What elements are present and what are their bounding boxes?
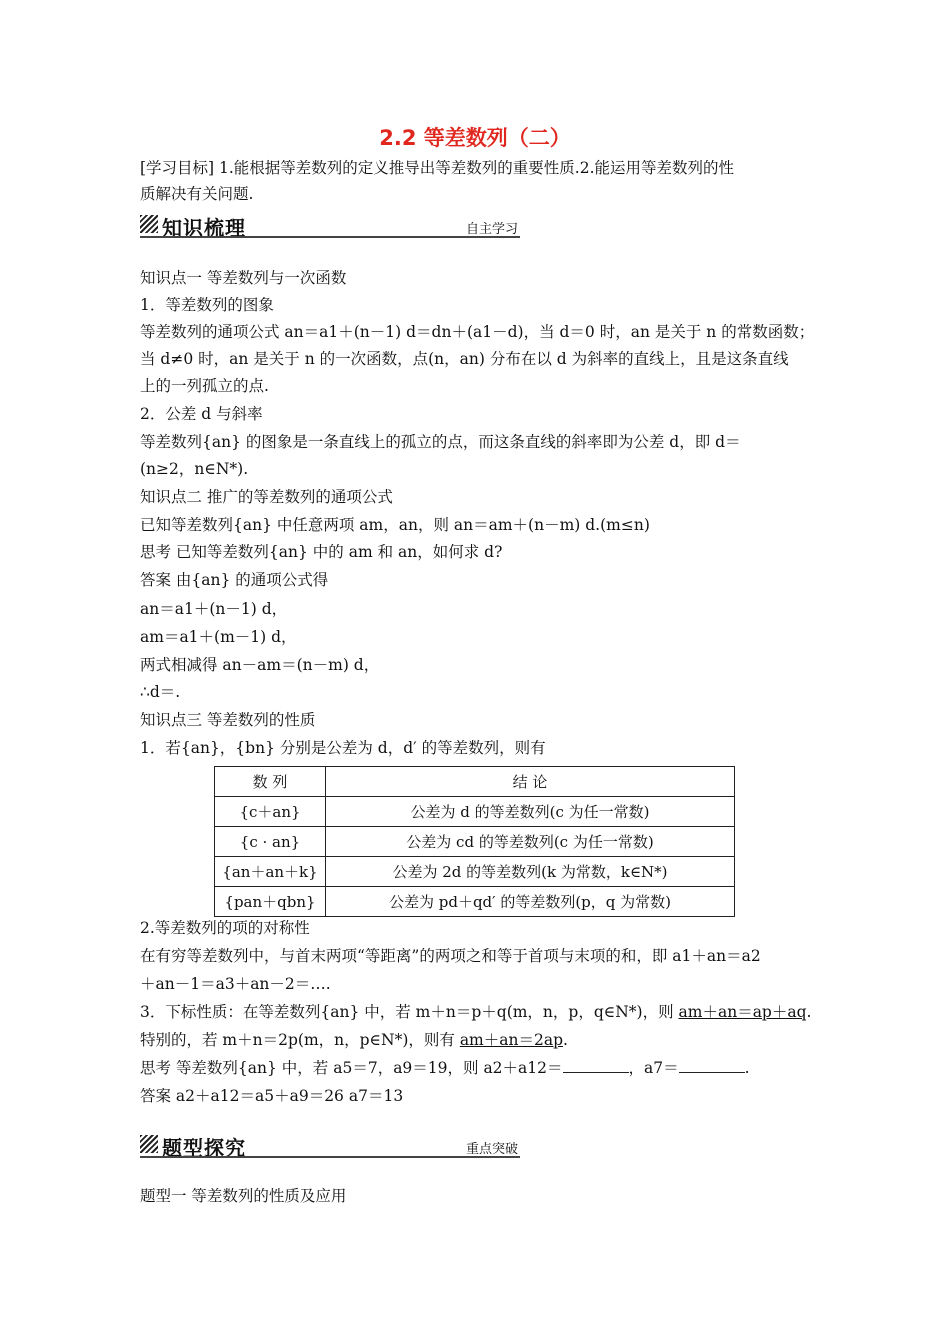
learning-objectives-line-2: 质解决有关问题. bbox=[140, 185, 254, 203]
equation-4: ∴d＝. bbox=[140, 683, 181, 701]
kp3-item-3-answer: am＋an＝ap＋aq bbox=[678, 1003, 807, 1021]
table-header-sequence: 数 列 bbox=[215, 767, 326, 797]
table-cell-sequence: {pan＋qbn} bbox=[215, 887, 326, 917]
table-header-conclusion: 结 论 bbox=[326, 767, 735, 797]
equation-3: 两式相减得 an－am＝(n－m) d， bbox=[140, 656, 380, 674]
properties-table bbox=[214, 766, 735, 917]
kp3-paragraph-1: 在有穷等差数列中，与首末两项“等距离”的两项之和等于首项与末项的和，即 a1＋an＝a2 bbox=[140, 947, 761, 965]
table-cell-sequence: {c＋an} bbox=[215, 797, 326, 827]
think-2-text: 思考 等差数列{an} 中，若 a5＝7，a9＝19，则 a2＋a12＝ bbox=[140, 1059, 563, 1077]
table-cell-conclusion: 公差为 2d 的等差数列(k 为常数，k∈N*) bbox=[326, 857, 735, 887]
answer-blank-1 bbox=[563, 1058, 629, 1073]
table-row bbox=[215, 857, 735, 887]
kp1-paragraph-4: 等差数列{an} 的图象是一条直线上的孤立的点，而这条直线的斜率即为公差 d，即 d＝ bbox=[140, 433, 741, 451]
kp3-special-end: . bbox=[563, 1031, 568, 1049]
think-2-mid: ，a7＝ bbox=[628, 1059, 679, 1077]
kp2-heading: 知识点二 推广的等差数列的通项公式 bbox=[140, 488, 393, 506]
answer-2: 答案 a2＋a12＝a5＋a9＝26 a7＝13 bbox=[140, 1087, 404, 1105]
table-row bbox=[215, 797, 735, 827]
kp3-special-text: 特别的，若 m＋n＝2p(m，n，p∈N*)，则有 bbox=[140, 1031, 460, 1049]
equation-2: am＝a1＋(m－1) d， bbox=[140, 628, 297, 646]
banner-rule bbox=[140, 1156, 520, 1158]
banner-stripes-icon bbox=[140, 215, 158, 233]
banner-label: 题型探究 bbox=[162, 1136, 246, 1160]
banner-sublabel: 重点突破 bbox=[465, 1142, 518, 1157]
kp1-paragraph-3: 上的一列孤立的点. bbox=[140, 377, 269, 395]
think-1: 思考 已知等差数列{an} 中的 am 和 an，如何求 d? bbox=[140, 543, 503, 561]
table-row bbox=[215, 887, 735, 917]
banner-rule bbox=[140, 236, 520, 238]
kp1-heading: 知识点一 等差数列与一次函数 bbox=[140, 269, 347, 287]
kp3-item-1: 1．若{an}，{bn} 分别是公差为 d，d′ 的等差数列，则有 bbox=[140, 739, 546, 757]
think-2-end: . bbox=[744, 1059, 750, 1077]
kp3-item-2: 2.等差数列的项的对称性 bbox=[140, 919, 310, 937]
kp1-paragraph-5: (n≥2，n∈N*). bbox=[140, 460, 249, 478]
kp3-item-3 bbox=[140, 1002, 811, 1022]
section-banner-question bbox=[140, 1132, 520, 1158]
table-cell-sequence: {an＋an＋k} bbox=[215, 857, 326, 887]
kp3-item-3-text: 3．下标性质：在等差数列{an} 中，若 m＋n＝p＋q(m，n，p，q∈N*)，则 bbox=[140, 1003, 679, 1021]
kp3-special bbox=[140, 1030, 568, 1050]
table-cell-sequence: {c · an} bbox=[215, 827, 326, 857]
kp3-heading: 知识点三 等差数列的性质 bbox=[140, 711, 316, 729]
table-row bbox=[215, 827, 735, 857]
table-cell-conclusion: 公差为 cd 的等差数列(c 为任一常数) bbox=[326, 827, 735, 857]
answer-blank-2 bbox=[679, 1058, 745, 1073]
think-2 bbox=[140, 1058, 750, 1078]
kp1-paragraph-1: 等差数列的通项公式 an＝a1＋(n－1) d＝dn＋(a1－d)，当 d＝0 时，an 是关于 n 的常数函数； bbox=[140, 323, 815, 341]
page-title: 2.2 等差数列（二） bbox=[379, 126, 571, 150]
banner-stripes-icon bbox=[140, 1135, 158, 1153]
banner-label: 知识梳理 bbox=[162, 216, 246, 240]
banner-sublabel: 自主学习 bbox=[465, 222, 518, 237]
kp3-special-answer: am＋an＝2ap bbox=[459, 1031, 563, 1049]
kp3-paragraph-2: ＋an－1＝a3＋an－2＝…. bbox=[140, 975, 331, 993]
table-cell-conclusion: 公差为 d 的等差数列(c 为任一常数) bbox=[326, 797, 735, 827]
kp1-paragraph-2: 当 d≠0 时，an 是关于 n 的一次函数，点(n，an) 分布在以 d 为斜率的直线上，且是这条直线 bbox=[140, 350, 789, 368]
learning-objectives-line-1: [学习目标] 1.能根据等差数列的定义推导出等差数列的重要性质.2.能运用等差数列的性 bbox=[140, 159, 735, 177]
answer-1: 答案 由{an} 的通项公式得 bbox=[140, 571, 329, 589]
table-header-row bbox=[215, 767, 735, 797]
equation-1: an＝a1＋(n－1) d， bbox=[140, 600, 288, 618]
kp1-item-2: 2．公差 d 与斜率 bbox=[140, 405, 263, 423]
kp3-item-3-end: . bbox=[806, 1003, 812, 1021]
section-banner-knowledge bbox=[140, 212, 520, 238]
kp1-item-1: 1．等差数列的图象 bbox=[140, 296, 274, 314]
table-cell-conclusion: 公差为 pd＋qd′ 的等差数列(p，q 为常数) bbox=[326, 887, 735, 917]
kp2-paragraph-1: 已知等差数列{an} 中任意两项 am，an，则 an＝am＋(n－m) d.(m≤n) bbox=[140, 516, 650, 534]
type-1-heading: 题型一 等差数列的性质及应用 bbox=[140, 1187, 347, 1205]
